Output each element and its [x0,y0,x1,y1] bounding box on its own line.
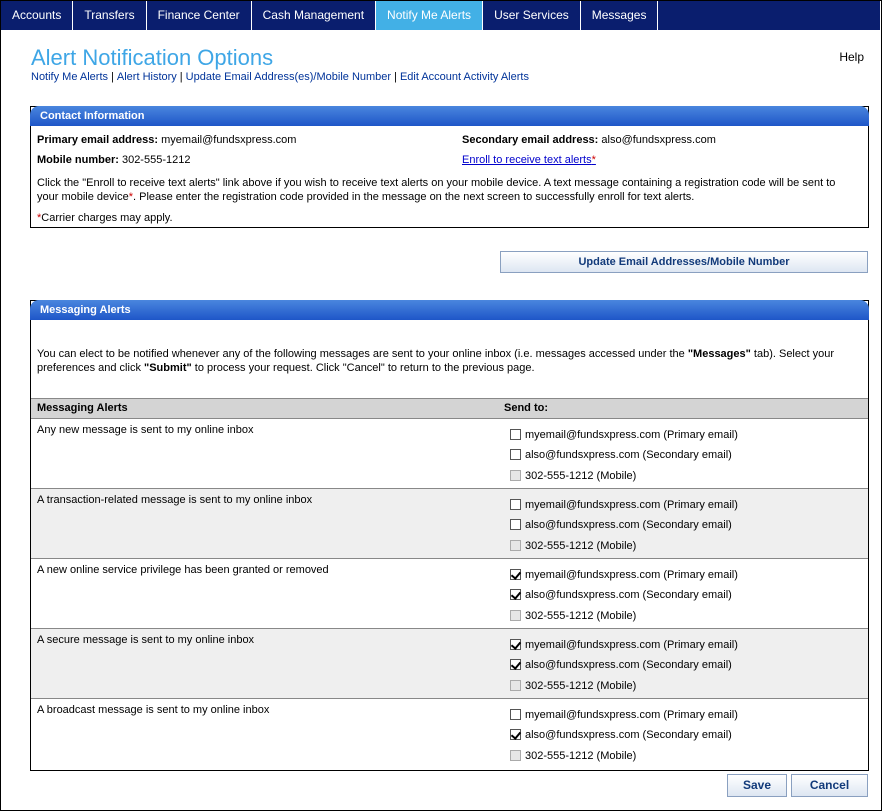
secondary-email-label: Secondary email address: [462,134,599,146]
subnav-separator: | [111,71,114,83]
enroll-row [462,154,596,166]
alert-description: A transaction-related message is sent to my online inbox [37,494,313,506]
mobile-checkbox [510,680,521,691]
send-to-option [510,539,636,553]
tab-finance-center[interactable]: Finance Center [147,1,252,30]
primary-email-checkbox[interactable] [510,639,521,650]
save-button[interactable]: Save [727,774,787,797]
tab-transfers[interactable]: Transfers [73,1,146,30]
send-to-option-label: 302-555-1212 (Mobile) [525,680,637,692]
mobile-checkbox [510,750,521,761]
secondary-email-row [462,134,716,146]
contact-panel-title: Contact Information [30,106,869,126]
secondary-email-value: also@fundsxpress.com [601,134,716,146]
send-to-option [510,428,738,442]
send-to-option-label: myemail@fundsxpress.com (Primary email) [525,639,738,651]
subnav-separator: | [394,71,397,83]
send-to-option [510,518,732,532]
mobile-number-label: Mobile number: [37,154,119,166]
primary-email-checkbox[interactable] [510,429,521,440]
alert-row [31,559,868,629]
send-to-option-label: also@fundsxpress.com (Secondary email) [525,659,732,671]
send-to-option-label: myemail@fundsxpress.com (Primary email) [525,709,738,721]
mobile-number-row [37,154,190,166]
send-to-option [510,638,738,652]
tab-cash-management[interactable]: Cash Management [252,1,376,30]
tab-user-services[interactable]: User Services [483,1,581,30]
cancel-button[interactable]: Cancel [791,774,868,797]
page-title: Alert Notification Options [31,45,274,70]
secondary-email-checkbox[interactable] [510,659,521,670]
primary-email-checkbox[interactable] [510,569,521,580]
tab-notify-me-alerts[interactable]: Notify Me Alerts [376,1,483,30]
mobile-checkbox [510,540,521,551]
mobile-checkbox [510,470,521,481]
primary-email-value: myemail@fundsxpress.com [161,134,297,146]
carrier-charges-note: *Carrier charges may apply. [37,212,173,224]
send-to-option-label: also@fundsxpress.com (Secondary email) [525,729,732,741]
send-to-option-label: myemail@fundsxpress.com (Primary email) [525,569,738,581]
enroll-text-alerts-link[interactable]: Enroll to receive text alerts* [462,154,596,166]
top-navigation [1,1,880,30]
secondary-email-checkbox[interactable] [510,589,521,600]
subnav-separator: | [179,71,183,83]
send-to-option [510,448,732,462]
messaging-intro: You can elect to be notified whenever any of the following messages are sent to your online inbox (i.e. messages accessed under the "Messages" tab). Select your preferences and click "Submit" to process your request. Click "Cancel" to return to the previous page. [37,348,835,374]
send-to-option [510,469,636,483]
subnav-alert-history[interactable]: Alert History [116,71,177,83]
primary-email-label: Primary email address: [37,134,159,146]
alert-description: A secure message is sent to my online inbox [37,634,255,646]
send-to-option-label: also@fundsxpress.com (Secondary email) [525,449,732,461]
alert-description: Any new message is sent to my online inbox [37,424,254,436]
alert-row [31,489,868,559]
send-to-option-label: myemail@fundsxpress.com (Primary email) [525,429,738,441]
send-to-option-label: 302-555-1212 (Mobile) [525,540,637,552]
alert-row [31,629,868,699]
column-messaging-alerts: Messaging Alerts [37,402,128,414]
send-to-option [510,498,738,512]
send-to-option [510,568,738,582]
send-to-option [510,708,738,722]
primary-email-checkbox[interactable] [510,499,521,510]
subnav-notify-me-alerts[interactable]: Notify Me Alerts [31,71,109,83]
tab-messages[interactable]: Messages [581,1,659,30]
alerts-table-header [31,398,868,419]
secondary-email-checkbox[interactable] [510,449,521,460]
secondary-email-checkbox[interactable] [510,729,521,740]
tab-accounts[interactable]: Accounts [1,1,73,30]
send-to-option [510,588,732,602]
primary-email-checkbox[interactable] [510,709,521,720]
update-email-mobile-button[interactable]: Update Email Addresses/Mobile Number [500,251,868,273]
send-to-option-label: 302-555-1212 (Mobile) [525,750,637,762]
messaging-alerts-panel [30,300,869,771]
help-link[interactable]: Help [839,50,864,64]
send-to-option-label: 302-555-1212 (Mobile) [525,610,637,622]
contact-information-panel [30,106,869,228]
subnav-update-email[interactable]: Update Email Address(es)/Mobile Number [185,71,392,83]
send-to-option-label: also@fundsxpress.com (Secondary email) [525,589,732,601]
mobile-checkbox [510,610,521,621]
alert-row [31,419,868,489]
secondary-email-checkbox[interactable] [510,519,521,530]
column-send-to: Send to: [504,402,548,414]
send-to-option [510,749,636,763]
subnav-edit-account-activity[interactable]: Edit Account Activity Alerts [399,71,529,83]
enroll-instructions: Click the "Enroll to receive text alerts" link above if you wish to receive text alerts on your mobile device. A text message containing a registration code will be sent to your mobile device*. Please enter the registration code provided in the message on the next screen to successfully enroll for text alerts. *Carrier charges may apply. [37,176,859,225]
primary-email-row [37,134,296,146]
send-to-option [510,728,732,742]
send-to-option [510,679,636,693]
sub-navigation [31,71,529,83]
send-to-option-label: also@fundsxpress.com (Secondary email) [525,519,732,531]
alert-description: A broadcast message is sent to my online inbox [37,704,270,716]
mobile-number-value: 302-555-1212 [121,154,191,166]
send-to-option-label: myemail@fundsxpress.com (Primary email) [525,499,738,511]
send-to-option [510,609,636,623]
send-to-option-label: 302-555-1212 (Mobile) [525,470,637,482]
send-to-option [510,658,732,672]
messaging-panel-title: Messaging Alerts [30,300,869,320]
alert-description: A new online service privilege has been granted or removed [37,564,329,576]
alert-row [31,699,868,768]
